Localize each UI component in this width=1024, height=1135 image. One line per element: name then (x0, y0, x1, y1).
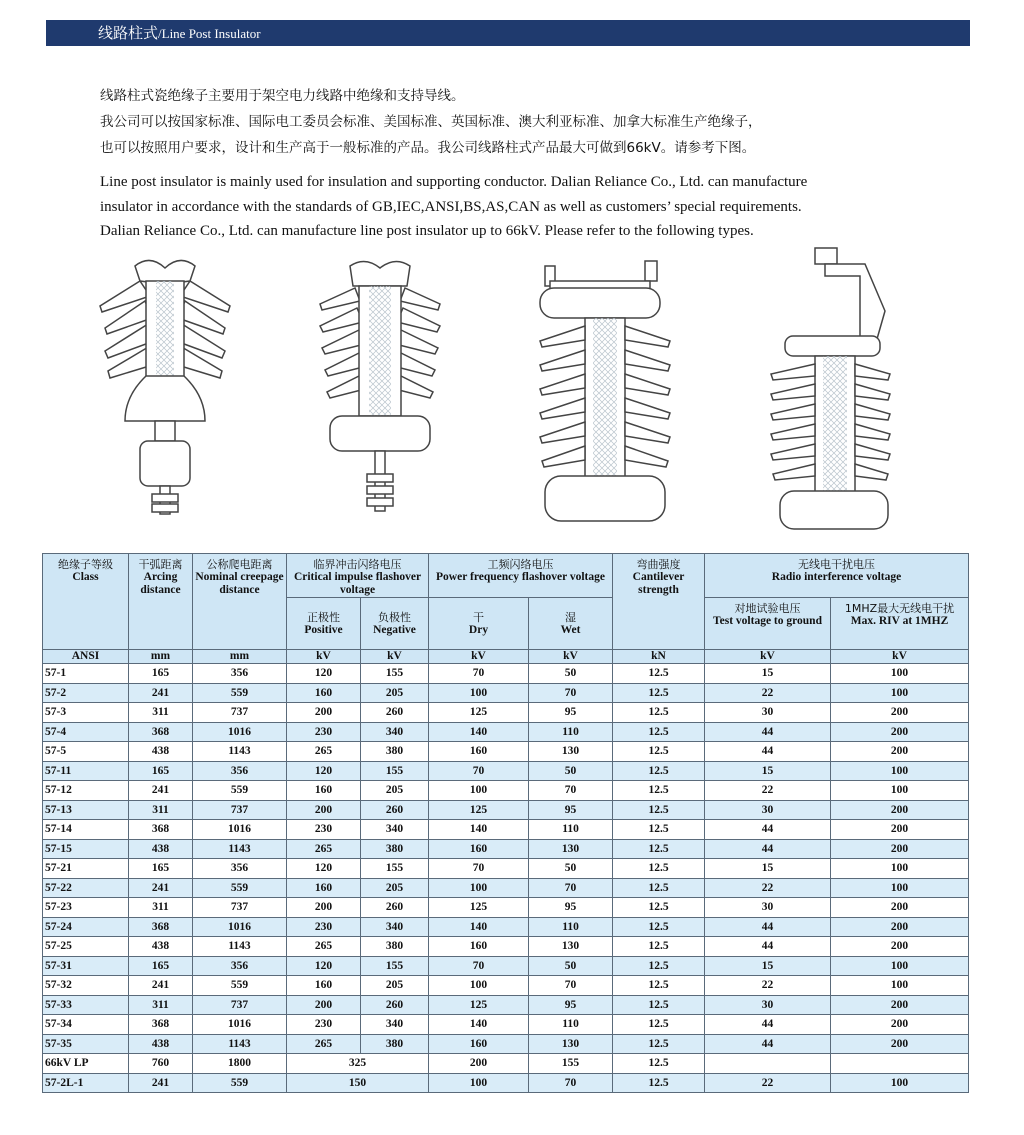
table-cell: 50 (529, 956, 613, 976)
table-row (43, 1015, 969, 1035)
table-cell: 130 (529, 937, 613, 957)
table-cell: 15 (705, 859, 831, 879)
table-cell: 205 (361, 781, 429, 801)
table-cell: 30 (705, 898, 831, 918)
unit-cell: kV (287, 650, 361, 664)
table-cell: 1143 (193, 839, 287, 859)
col-header-negative: 负极性 Negative (361, 598, 429, 650)
table-cell: 57-33 (43, 995, 129, 1015)
table-cell: 57-15 (43, 839, 129, 859)
table-row (43, 761, 969, 781)
table-cell: 12.5 (613, 839, 705, 859)
insulator-drawings (80, 246, 940, 538)
table-cell: 12.5 (613, 703, 705, 723)
table-cell: 438 (129, 839, 193, 859)
table-cell: 50 (529, 859, 613, 879)
table-cell: 311 (129, 703, 193, 723)
table-cell: 44 (705, 937, 831, 957)
table-row (43, 956, 969, 976)
table-cell: 12.5 (613, 800, 705, 820)
table-cell: 140 (429, 722, 529, 742)
table-row (43, 878, 969, 898)
table-cell: 200 (831, 917, 969, 937)
table-cell: 12.5 (613, 683, 705, 703)
table-cell: 57-5 (43, 742, 129, 762)
table-cell: 57-24 (43, 917, 129, 937)
table-row (43, 976, 969, 996)
table-cell: 356 (193, 664, 287, 684)
table-cell: 12.5 (613, 1015, 705, 1035)
table-cell: 44 (705, 742, 831, 762)
section-title-en: /Line Post Insulator (158, 26, 261, 41)
table-cell: 130 (529, 1034, 613, 1054)
intro-chinese (100, 83, 920, 161)
table-cell: 120 (287, 761, 361, 781)
table-cell: 340 (361, 820, 429, 840)
table-cell (831, 1054, 969, 1074)
table-cell: 1016 (193, 917, 287, 937)
table-cell: 100 (429, 878, 529, 898)
table-cell: 230 (287, 820, 361, 840)
table-cell: 737 (193, 800, 287, 820)
table-cell: 120 (287, 956, 361, 976)
table-cell: 265 (287, 742, 361, 762)
col-header-arcing: 干弧距离 Arcing distance (129, 554, 193, 650)
table-cell: 1143 (193, 742, 287, 762)
table-cell (705, 1054, 831, 1074)
table-cell: 241 (129, 683, 193, 703)
table-cell: 356 (193, 859, 287, 879)
table-cell: 160 (429, 1034, 529, 1054)
table-cell: 57-35 (43, 1034, 129, 1054)
table-row (43, 664, 969, 684)
table-cell: 57-3 (43, 703, 129, 723)
table-cell: 1016 (193, 1015, 287, 1035)
table-cell: 57-2 (43, 683, 129, 703)
table-cell: 66kV LP (43, 1054, 129, 1074)
table-cell: 57-22 (43, 878, 129, 898)
table-cell: 200 (831, 937, 969, 957)
unit-cell: kV (831, 650, 969, 664)
table-cell: 12.5 (613, 1054, 705, 1074)
table-cell: 22 (705, 1073, 831, 1093)
table-cell: 57-4 (43, 722, 129, 742)
table-cell: 1016 (193, 722, 287, 742)
table-cell: 200 (831, 898, 969, 918)
table-cell: 559 (193, 683, 287, 703)
table-cell: 165 (129, 859, 193, 879)
intro-cn-line: 我公司可以按国家标准、国际电工委员会标准、美国标准、英国标准、澳大利亚标准、加拿大标准生产绝缘子， (100, 114, 762, 130)
table-cell: 200 (287, 898, 361, 918)
table-row (43, 722, 969, 742)
table-cell: 737 (193, 703, 287, 723)
table-cell: 160 (287, 683, 361, 703)
table-cell: 230 (287, 722, 361, 742)
table-cell: 100 (831, 664, 969, 684)
table-cell: 100 (831, 976, 969, 996)
table-cell: 1143 (193, 937, 287, 957)
table-cell: 12.5 (613, 995, 705, 1015)
table-cell: 44 (705, 722, 831, 742)
table-cell: 12.5 (613, 898, 705, 918)
table-cell: 15 (705, 761, 831, 781)
table-cell: 160 (429, 937, 529, 957)
insulator-drawing-2 (320, 261, 440, 511)
table-cell: 200 (287, 800, 361, 820)
table-cell: 57-21 (43, 859, 129, 879)
table-cell: 737 (193, 995, 287, 1015)
table-cell: 356 (193, 956, 287, 976)
table-cell: 120 (287, 664, 361, 684)
table-cell: 22 (705, 878, 831, 898)
table-cell: 30 (705, 800, 831, 820)
table-cell: 95 (529, 995, 613, 1015)
table-cell: 200 (831, 722, 969, 742)
table-cell: 368 (129, 722, 193, 742)
table-cell: 100 (831, 878, 969, 898)
table-cell: 155 (529, 1054, 613, 1074)
table-cell: 140 (429, 820, 529, 840)
table-cell: 200 (831, 820, 969, 840)
table-cell: 30 (705, 995, 831, 1015)
section-title-cn: 线路柱式 (98, 24, 159, 42)
table-cell: 12.5 (613, 917, 705, 937)
table-cell: 368 (129, 917, 193, 937)
table-cell: 737 (193, 898, 287, 918)
table-cell: 200 (831, 1015, 969, 1035)
table-cell: 12.5 (613, 742, 705, 762)
table-cell: 260 (361, 800, 429, 820)
table-cell: 380 (361, 742, 429, 762)
intro-cn-line: 也可以按照用户要求，设计和生产高于一般标准的产品。我公司线路柱式产品最大可做到66kV。请参考下图。 (100, 140, 756, 156)
table-cell: 340 (361, 917, 429, 937)
table-cell: 100 (429, 781, 529, 801)
insulator-drawing-3 (540, 261, 670, 521)
intro-english (100, 170, 920, 244)
table-cell: 15 (705, 956, 831, 976)
table-cell: 265 (287, 1034, 361, 1054)
table-cell: 12.5 (613, 761, 705, 781)
table-cell: 368 (129, 1015, 193, 1035)
table-cell: 311 (129, 800, 193, 820)
section-header (46, 20, 970, 46)
table-cell: 57-32 (43, 976, 129, 996)
table-cell: 57-31 (43, 956, 129, 976)
table-cell: 100 (831, 683, 969, 703)
table-cell: 311 (129, 898, 193, 918)
table-row (43, 742, 969, 762)
table-cell: 22 (705, 781, 831, 801)
table-cell: 1143 (193, 1034, 287, 1054)
table-row (43, 800, 969, 820)
unit-cell: mm (129, 650, 193, 664)
table-cell: 230 (287, 1015, 361, 1035)
table-cell: 1800 (193, 1054, 287, 1074)
table-cell: 380 (361, 937, 429, 957)
table-cell: 12.5 (613, 937, 705, 957)
table-cell: 380 (361, 839, 429, 859)
table-cell: 160 (287, 781, 361, 801)
table-cell: 50 (529, 664, 613, 684)
table-cell: 44 (705, 1015, 831, 1035)
table-cell: 340 (361, 1015, 429, 1035)
table-cell: 44 (705, 1034, 831, 1054)
table-cell: 57-1 (43, 664, 129, 684)
table-row (43, 937, 969, 957)
table-cell: 140 (429, 1015, 529, 1035)
table-cell: 241 (129, 1073, 193, 1093)
table-row (43, 1034, 969, 1054)
table-cell: 155 (361, 664, 429, 684)
table-row (43, 1073, 969, 1093)
table-cell: 44 (705, 839, 831, 859)
table-cell: 200 (831, 995, 969, 1015)
spec-table (42, 553, 969, 1093)
table-cell: 125 (429, 703, 529, 723)
table-cell: 438 (129, 937, 193, 957)
table-cell: 559 (193, 781, 287, 801)
table-cell: 12.5 (613, 820, 705, 840)
table-cell: 125 (429, 898, 529, 918)
table-row (43, 683, 969, 703)
table-cell: 12.5 (613, 878, 705, 898)
table-cell: 100 (831, 761, 969, 781)
col-header-class: 绝缘子等级 Class (43, 554, 129, 650)
table-cell: 325 (287, 1054, 429, 1074)
table-cell: 165 (129, 761, 193, 781)
table-cell: 95 (529, 800, 613, 820)
table-cell: 12.5 (613, 664, 705, 684)
table-cell: 200 (831, 1034, 969, 1054)
table-cell: 12.5 (613, 956, 705, 976)
unit-cell: kN (613, 650, 705, 664)
table-cell: 125 (429, 995, 529, 1015)
table-cell: 260 (361, 995, 429, 1015)
table-cell: 57-23 (43, 898, 129, 918)
units-row (43, 650, 969, 664)
table-cell: 12.5 (613, 781, 705, 801)
table-cell: 44 (705, 820, 831, 840)
table-cell: 311 (129, 995, 193, 1015)
table-cell: 760 (129, 1054, 193, 1074)
col-header-wet: 湿 Wet (529, 598, 613, 650)
table-row (43, 859, 969, 879)
table-cell: 57-25 (43, 937, 129, 957)
table-cell: 205 (361, 683, 429, 703)
table-cell: 120 (287, 859, 361, 879)
table-cell: 70 (529, 976, 613, 996)
table-cell: 95 (529, 703, 613, 723)
intro-en-line: Line post insulator is mainly used for insulation and supporting conductor. Dalian Reliance Co., Ltd. can manufacture (100, 174, 808, 190)
table-cell: 100 (429, 976, 529, 996)
table-cell: 160 (287, 976, 361, 996)
col-header-impulse: 临界冲击闪络电压 Critical impulse flashover voltage (287, 554, 429, 598)
col-header-test-voltage: 对地试验电压 Test voltage to ground (705, 598, 831, 650)
table-cell: 165 (129, 956, 193, 976)
table-row (43, 1054, 969, 1074)
table-cell: 12.5 (613, 722, 705, 742)
unit-cell: kV (529, 650, 613, 664)
table-cell: 100 (831, 1073, 969, 1093)
table-cell: 265 (287, 839, 361, 859)
table-row (43, 839, 969, 859)
table-cell: 150 (287, 1073, 429, 1093)
table-cell: 70 (429, 859, 529, 879)
table-cell: 241 (129, 878, 193, 898)
table-cell: 155 (361, 859, 429, 879)
unit-cell: kV (429, 650, 529, 664)
table-cell: 100 (429, 1073, 529, 1093)
table-cell: 559 (193, 878, 287, 898)
table-cell: 110 (529, 820, 613, 840)
table-cell: 438 (129, 742, 193, 762)
table-cell: 205 (361, 976, 429, 996)
table-cell: 230 (287, 917, 361, 937)
table-cell: 160 (429, 839, 529, 859)
table-cell: 160 (287, 878, 361, 898)
table-cell: 125 (429, 800, 529, 820)
table-cell: 140 (429, 917, 529, 937)
table-cell: 205 (361, 878, 429, 898)
col-header-cantilever: 弯曲强度 Cantilever strength (613, 554, 705, 650)
table-cell: 260 (361, 703, 429, 723)
table-cell: 155 (361, 761, 429, 781)
col-header-dry: 干 Dry (429, 598, 529, 650)
table-row (43, 703, 969, 723)
table-cell: 356 (193, 761, 287, 781)
intro-cn-line: 线路柱式瓷绝缘子主要用于架空电力线路中绝缘和支持导线。 (100, 88, 465, 104)
table-cell: 368 (129, 820, 193, 840)
table-cell: 241 (129, 976, 193, 996)
unit-cell: mm (193, 650, 287, 664)
table-cell: 70 (529, 1073, 613, 1093)
table-cell: 1016 (193, 820, 287, 840)
table-row (43, 781, 969, 801)
table-cell: 200 (429, 1054, 529, 1074)
table-cell: 110 (529, 917, 613, 937)
table-cell: 110 (529, 722, 613, 742)
table-cell: 15 (705, 664, 831, 684)
intro-en-line: insulator in accordance with the standards of GB,IEC,ANSI,BS,AS,CAN as well as customers’ special requirements. (100, 198, 802, 215)
table-row (43, 820, 969, 840)
table-cell: 241 (129, 781, 193, 801)
table-cell: 200 (831, 839, 969, 859)
table-cell: 165 (129, 664, 193, 684)
table-cell: 70 (429, 956, 529, 976)
table-cell: 57-14 (43, 820, 129, 840)
table-cell: 260 (361, 898, 429, 918)
insulator-drawing-4 (771, 248, 890, 529)
table-cell: 70 (529, 878, 613, 898)
unit-cell: kV (361, 650, 429, 664)
table-cell: 12.5 (613, 859, 705, 879)
table-cell: 380 (361, 1034, 429, 1054)
table-cell: 100 (831, 859, 969, 879)
table-row (43, 898, 969, 918)
table-cell: 110 (529, 1015, 613, 1035)
table-cell: 44 (705, 917, 831, 937)
table-cell: 57-2L-1 (43, 1073, 129, 1093)
table-cell: 70 (429, 664, 529, 684)
table-cell: 95 (529, 898, 613, 918)
col-header-creepage: 公称爬电距离 Nominal creepage distance (193, 554, 287, 650)
table-cell: 200 (831, 800, 969, 820)
table-cell: 70 (429, 761, 529, 781)
table-row (43, 917, 969, 937)
table-cell: 12.5 (613, 1073, 705, 1093)
intro-en-line: Dalian Reliance Co., Ltd. can manufacture line post insulator up to 66kV. Please refer to the following types. (100, 223, 754, 239)
table-cell: 22 (705, 976, 831, 996)
col-header-max-riv: 1MHZ最大无线电干扰 Max. RIV at 1MHZ (831, 598, 969, 650)
table-cell: 265 (287, 937, 361, 957)
table-cell: 438 (129, 1034, 193, 1054)
table-cell: 70 (529, 683, 613, 703)
table-cell: 50 (529, 761, 613, 781)
table-cell: 100 (831, 781, 969, 801)
table-cell: 130 (529, 742, 613, 762)
unit-cell: kV (705, 650, 831, 664)
col-header-riv: 无线电干扰电压 Radio interference voltage (705, 554, 969, 598)
table-cell: 559 (193, 1073, 287, 1093)
table-cell: 340 (361, 722, 429, 742)
table-cell: 57-11 (43, 761, 129, 781)
table-cell: 12.5 (613, 1034, 705, 1054)
table-cell: 57-34 (43, 1015, 129, 1035)
table-cell: 559 (193, 976, 287, 996)
table-cell: 57-12 (43, 781, 129, 801)
table-cell: 70 (529, 781, 613, 801)
table-cell: 200 (831, 742, 969, 762)
table-cell: 22 (705, 683, 831, 703)
table-cell: 12.5 (613, 976, 705, 996)
insulator-drawing-1 (100, 260, 230, 514)
table-cell: 155 (361, 956, 429, 976)
table-cell: 100 (429, 683, 529, 703)
table-cell: 160 (429, 742, 529, 762)
table-row (43, 995, 969, 1015)
table-cell: 30 (705, 703, 831, 723)
col-header-power-frequency: 工频闪络电压 Power frequency flashover voltage (429, 554, 613, 598)
table-cell: 57-13 (43, 800, 129, 820)
table-cell: 200 (831, 703, 969, 723)
unit-cell: ANSI (43, 650, 129, 664)
col-header-positive: 正极性 Positive (287, 598, 361, 650)
table-cell: 130 (529, 839, 613, 859)
table-cell: 200 (287, 703, 361, 723)
table-cell: 100 (831, 956, 969, 976)
table-cell: 200 (287, 995, 361, 1015)
